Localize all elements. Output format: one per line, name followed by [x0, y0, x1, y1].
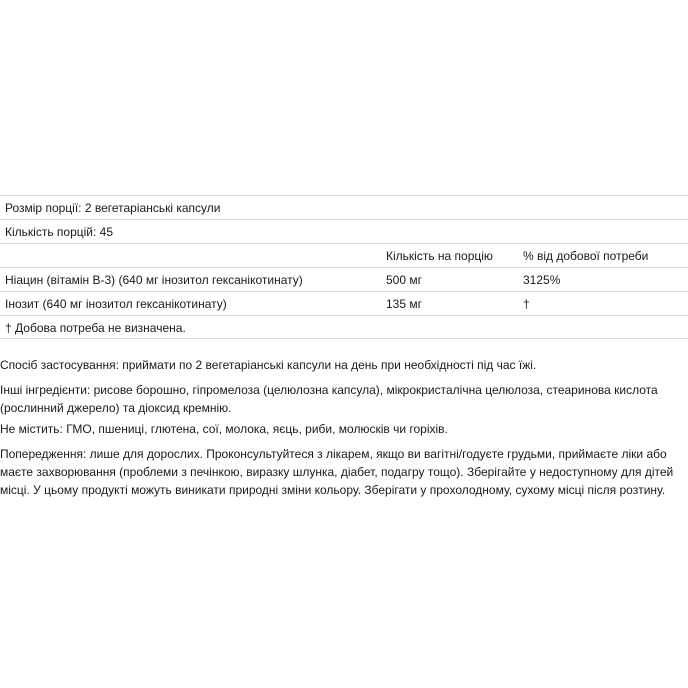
nutrient-amount: 135 мг — [386, 297, 422, 311]
serving-size-row — [0, 195, 688, 219]
table-header-row — [0, 243, 688, 267]
serving-size-text: Розмір порції: 2 вегетаріанські капсули — [5, 201, 221, 215]
servings-text: Кількість порцій: 45 — [5, 225, 114, 239]
usage-paragraph: Спосіб застосування: приймати по 2 вегетаріанські капсули на день при необхідності під час їжі. — [0, 358, 537, 372]
table-row — [0, 291, 688, 315]
amount-header: Кількість на порцію — [386, 249, 493, 263]
nutrient-name: Інозит (640 мг інозитол гексанікотинату) — [5, 297, 227, 311]
servings-row — [0, 219, 688, 243]
warning-paragraph: Попередження: лише для дорослих. Проконсультуйтеся з лікарем, якщо ви вагітні/годуєте грудьми, приймаєте ліки або маєте захворювання (проблеми з печінкою, виразку шлунка, діабет, подагру тощо). Зберігайте у недоступному для дітей місці. У цьому продукті можуть виникати природні зміни кольору. Зберігати у прохолодному, сухому місці після розтину. — [0, 447, 674, 497]
supplement-facts-table — [0, 195, 688, 339]
nutrient-name: Ніацин (вітамін В-3) (640 мг інозитол гексанікотинату) — [5, 273, 303, 287]
nutrient-dv: † — [523, 297, 530, 311]
nutrient-dv: 3125% — [523, 273, 561, 287]
footnote-text: † Добова потреба не визначена. — [5, 321, 186, 335]
other-ingredients-paragraph: Інші інгредієнти: рисове борошно, гіпромелоза (целюлозна капсула), мікрокристалічна целюлоза, стеаринова кислота (рослинний джерело) та діоксид кремнію. — [0, 383, 658, 415]
table-row — [0, 267, 688, 291]
nutrient-amount: 500 мг — [386, 273, 422, 287]
footnote-row — [0, 315, 688, 339]
dv-header: % від добової потреби — [523, 249, 649, 263]
free-from-paragraph: Не містить: ГМО, пшениці, глютена, сої, молока, яєць, риби, молюсків чи горіхів. — [0, 422, 448, 436]
